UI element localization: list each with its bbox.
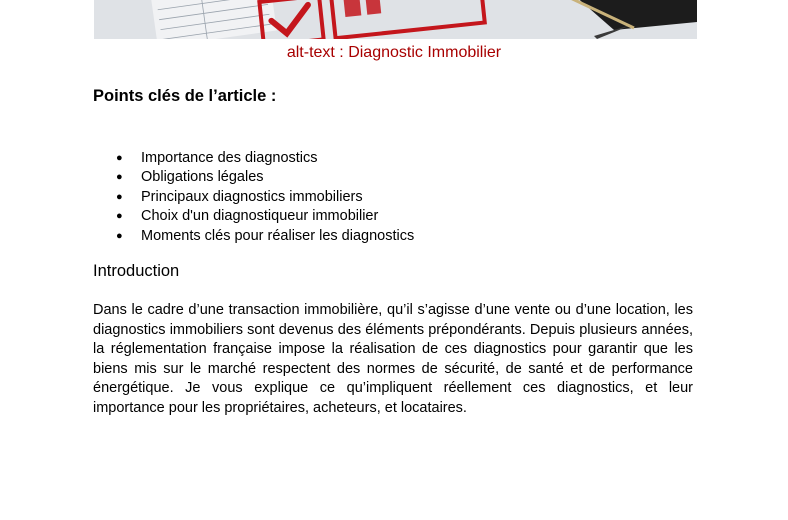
list-item-label: Moments clés pour réaliser les diagnostics bbox=[141, 227, 415, 244]
list-item bbox=[93, 207, 414, 226]
list-item bbox=[93, 168, 414, 187]
list-item bbox=[93, 149, 414, 168]
diagnostic-stamp-photo bbox=[94, 0, 697, 39]
list-item bbox=[93, 227, 414, 246]
bullet-icon: ● bbox=[116, 171, 123, 184]
bullet-icon: ● bbox=[116, 152, 123, 164]
introduction-heading: Introduction bbox=[93, 262, 180, 280]
key-points-list bbox=[93, 149, 414, 246]
list-item bbox=[93, 188, 414, 207]
list-item-label: Principaux diagnostics immobiliers bbox=[141, 188, 363, 205]
list-item-label: Importance des diagnostics bbox=[141, 150, 318, 166]
introduction-paragraph: Dans le cadre d’une transaction immobilière, qu’il s’agisse d’une vente ou d’une location, les diagnostics immobiliers sont devenus des éléments prépondérants. Depuis plusieurs années, la réglementation française impose la réalisation de ces diagnostics pour garantir que les biens mis sur le marché respectent des normes de sécurité, de santé et de performance énergétique. Je vous explique ce qu’impliquent réellement ces diagnostics, et leur importance pour les propriétaires, acheteurs, et locataires. bbox=[93, 302, 693, 416]
list-item-label: Obligations légales bbox=[141, 169, 264, 186]
bullet-icon: ● bbox=[116, 190, 123, 203]
bullet-icon: ● bbox=[116, 210, 123, 223]
image-caption: alt-text : Diagnostic Immobilier bbox=[286, 44, 502, 61]
key-points-heading: Points clés de l’article : bbox=[93, 87, 277, 105]
list-item-label: Choix d'un diagnostiqueur immobilier bbox=[141, 208, 379, 225]
hero-image bbox=[94, 0, 697, 39]
bullet-icon: ● bbox=[116, 229, 123, 242]
